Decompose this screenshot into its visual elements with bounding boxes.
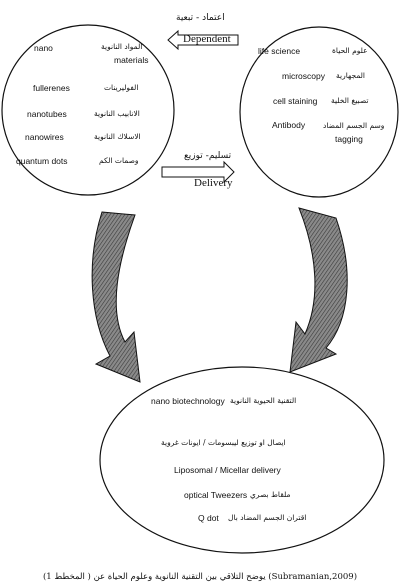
left-item-1-en2: materials (114, 55, 149, 65)
left-item-2-en: fullerenes (33, 83, 70, 93)
right-item-4-en2: tagging (335, 134, 363, 144)
left-item-1-ar: المواد النانوية (101, 42, 143, 51)
figure-caption: (المخطط 1 ) يوضح التلاقي بين التقنية النانوية وعلوم الحياة عن (Subramanian,2009) (42, 572, 358, 582)
left-item-3-en: nanotubes (27, 109, 67, 119)
delivery-label-ar: تسليم- توزيع (184, 151, 232, 161)
bottom-title-ar: التقنية الحيوية النانوية (230, 396, 297, 405)
bottom-item-4-ar: اقتران الجسم المضاد بال (228, 513, 307, 522)
bottom-item-3-en: optical Tweezers (184, 490, 248, 500)
left-item-1-en: nano (34, 43, 53, 53)
delivery-label-en: Delivery (194, 177, 233, 189)
dependent-label-ar: اعتماد - تبعية (176, 13, 225, 23)
bottom-title-en: nano biotechnology (151, 396, 225, 406)
bottom-item-3-ar: ملقاط بصري (250, 490, 291, 499)
left-item-5-ar: وصمات الكم (99, 156, 139, 165)
right-item-2-ar: المجهارية (336, 71, 366, 80)
right-item-4-ar: وسم الجسم المضاد (323, 121, 385, 130)
left-item-4-en: nanowires (25, 132, 64, 142)
right-item-1-en: life science (258, 46, 301, 56)
left-item-2-ar: الفوليرينات (104, 83, 139, 92)
right-curved-arrow (290, 208, 347, 372)
right-item-3-ar: تصبيغ الخلية (331, 96, 369, 105)
left-item-3-ar: الانابيب النانوية (94, 109, 140, 118)
bottom-item-4-en: Q dot (198, 513, 219, 523)
left-item-4-ar: الاسلاك النانوية (94, 132, 141, 141)
right-item-4-en: Antibody (272, 120, 306, 130)
left-item-5-en: quantum dots (16, 156, 68, 166)
bottom-item-2-en: Liposomal / Micellar delivery (174, 465, 281, 475)
left-curved-arrow (92, 212, 140, 382)
right-item-3-en: cell staining (273, 96, 318, 106)
dependent-label-en: Dependent (183, 33, 231, 45)
right-item-1-ar: علوم الحياة (332, 46, 368, 55)
right-item-2-en: microscopy (282, 71, 325, 81)
bottom-item-1-ar: ايصال او توزيع ليبسومات / ايونات غروية (161, 438, 286, 447)
bottom-circle (100, 367, 384, 553)
